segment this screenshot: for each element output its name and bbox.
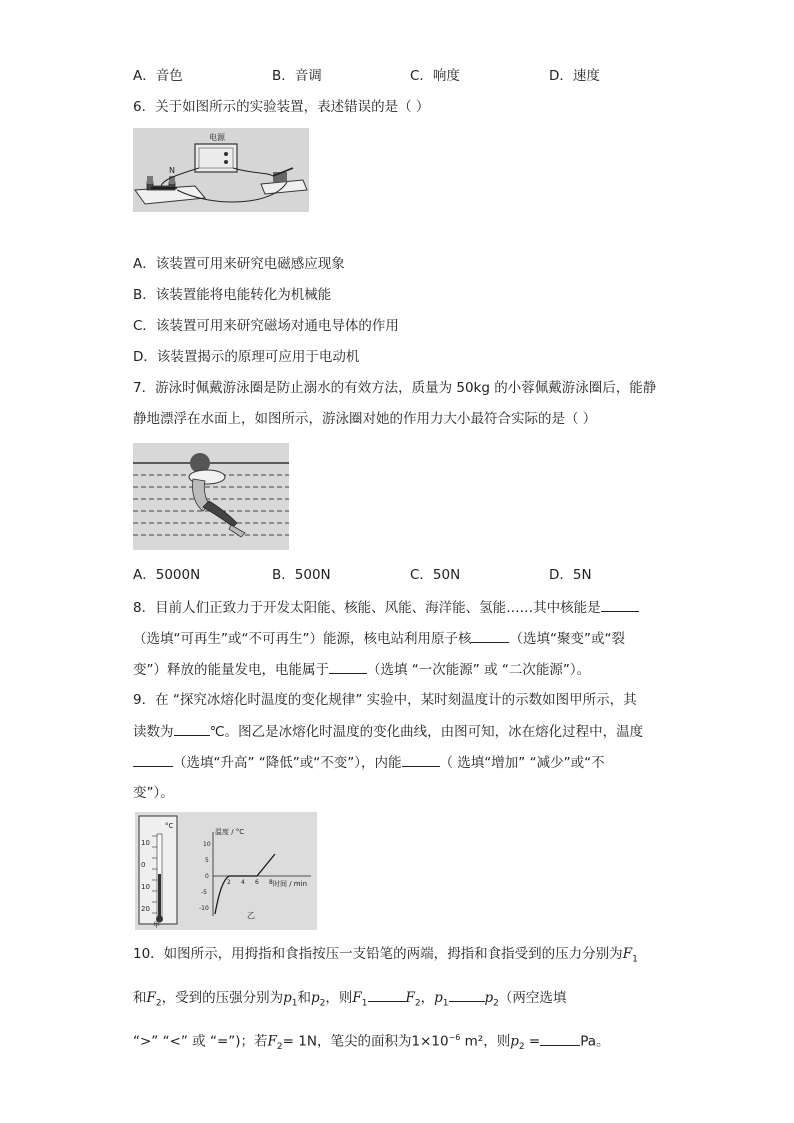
q5-option-a: A．音色: [133, 68, 183, 84]
q8-text: （选填 “一次能源” 或 “二次能源”）。: [367, 662, 591, 678]
q6-option-b: B．该装置能将电能转化为机械能: [133, 287, 332, 303]
q9-line2: [133, 721, 643, 742]
label-jia: 甲: [153, 921, 160, 929]
magnet-n-label: N: [169, 166, 175, 175]
q10-subscript: 2: [493, 998, 499, 1009]
q10-subscript: 1: [632, 954, 638, 965]
q10-subscript: 2: [155, 998, 162, 1009]
thermometer-tick: 20: [141, 905, 150, 913]
q10-symbol: p: [484, 990, 494, 1006]
q10-blank-3[interactable]: [540, 1031, 580, 1046]
q10-blank-2[interactable]: [449, 987, 485, 1002]
q10-text: 10．如图所示，用拇指和食指按压一支铅笔的两端，拇指和食指受到的压力分别为: [133, 946, 623, 962]
q10-blank-1[interactable]: [368, 987, 406, 1002]
graph-xtick: 8: [269, 879, 273, 886]
q9-blank-3[interactable]: [402, 752, 440, 767]
q7-figure-swimmer: [133, 443, 289, 550]
q10-text: Pa。: [580, 1033, 610, 1050]
q7-option-c: C．50N: [410, 567, 461, 583]
q9-text: 读数为: [133, 724, 174, 740]
q8-line2: [133, 628, 625, 649]
graph-xtick: 6: [255, 879, 259, 886]
q10-subscript: 1: [291, 998, 298, 1009]
q10-text: 和: [133, 990, 147, 1006]
q10-symbol: F: [267, 1033, 277, 1050]
q9-line4: 变”）。: [133, 785, 174, 801]
graph-ytick: -5: [201, 889, 207, 896]
q10-symbol: p: [510, 1033, 519, 1050]
graph-ytick: 0: [205, 873, 209, 880]
q9-text: （选填“升高” “降低”或“不变”），内能: [173, 755, 402, 771]
q9-figure-drawing: [135, 812, 317, 930]
thermometer-liquid: [158, 874, 161, 918]
q7-stem-line1: 7．游泳时佩戴游泳圈是防止溺水的有效方法，质量为 50kg 的小蓉佩戴游泳圈后，能静: [133, 380, 657, 396]
q10-text: ，: [420, 990, 435, 1006]
q8-blank-2[interactable]: [471, 628, 509, 643]
q10-text: =: [524, 1033, 541, 1050]
q8-text: （选填“聚变”或“裂: [509, 631, 625, 647]
q10-symbol: p: [434, 990, 443, 1006]
q10-symbol: F: [622, 946, 633, 962]
q5-option-c: C．响度: [410, 68, 460, 84]
q10-subscript: 2: [414, 998, 421, 1009]
q10-text: 1×10: [411, 1033, 449, 1050]
q9-blank-1[interactable]: [174, 721, 210, 736]
q6-figure-apparatus: [133, 128, 309, 212]
q5-option-d: D．速度: [549, 68, 600, 84]
q10-text: 和: [297, 990, 311, 1006]
graph-xlabel: 时间 / min: [273, 880, 308, 888]
q10-text: ，则: [325, 990, 353, 1006]
q8-line3: [133, 659, 590, 680]
thermometer-unit: °C: [165, 822, 174, 830]
q10-symbol: F: [146, 990, 156, 1006]
power-supply-label: 电源: [209, 133, 225, 142]
q9-line1: 9．在 “探究冰熔化时温度的变化规律” 实验中，某时刻温度计的示数如图甲所示，其: [133, 692, 637, 708]
label-yi: 乙: [247, 911, 255, 920]
q5-option-b: B．音调: [272, 68, 322, 84]
q7-option-a: A．5000N: [133, 567, 201, 583]
q10-subscript: 1: [361, 998, 368, 1009]
q10-text: = 1N，笔尖的面积为: [282, 1033, 412, 1050]
q10-symbol: F: [405, 990, 415, 1006]
q9-line3: [133, 752, 605, 773]
q7-option-b: B．500N: [272, 567, 331, 583]
thermometer-tick: 10: [141, 839, 150, 847]
q9-blank-2[interactable]: [133, 752, 173, 767]
swimmer-drawing: [133, 443, 289, 550]
q10-line2: [133, 987, 566, 1014]
q10-text: m²，则: [460, 1033, 511, 1050]
apparatus-drawing: [133, 128, 309, 212]
q8-blank-3[interactable]: [329, 659, 367, 674]
graph-ytick: 5: [205, 857, 209, 864]
q6-stem: 6．关于如图所示的实验装置，表述错误的是（ ）: [133, 99, 430, 115]
q10-subscript: 2: [518, 1042, 525, 1053]
q7-option-d: D．5N: [549, 567, 592, 583]
q10-subscript: 2: [276, 1042, 283, 1053]
q9-text: ℃。图乙是冰熔化时温度的变化曲线，由图可知，冰在熔化过程中，温度: [209, 724, 644, 740]
q6-option-c: C．该装置可用来研究磁场对通电导体的作用: [133, 318, 399, 334]
q10-symbol: p: [283, 990, 292, 1006]
q10-line3: [133, 1028, 610, 1057]
q9-text: （ 选填“增加” “减少”或“不: [439, 755, 605, 771]
thermometer-tick: 0: [141, 861, 146, 869]
graph-ytick: 10: [203, 841, 211, 848]
q8-text: 变”）释放的能量发电，电能属于: [133, 662, 329, 678]
q8-text: （选填“可再生”或“不可再生”）能源，核电站利用原子核: [133, 631, 472, 647]
q10-text: “>” “<” 或 “=”)；若: [133, 1033, 268, 1050]
q6-option-d: D．该装置揭示的原理可应用于电动机: [133, 349, 360, 365]
q10-text: ，受到的压强分别为: [161, 990, 284, 1006]
q9-figure: [135, 812, 317, 930]
q8-blank-1[interactable]: [601, 597, 639, 612]
graph-ylabel: 温度 / °C: [215, 828, 245, 836]
q10-symbol: F: [352, 990, 362, 1006]
q10-subscript: 2: [319, 998, 326, 1009]
graph-xtick: 2: [227, 879, 231, 886]
thermometer-tick: 10: [141, 883, 150, 891]
q10-symbol: p: [311, 990, 320, 1006]
q10-text: （两空选填: [498, 990, 567, 1006]
q7-stem-line2: 静地漂浮在水面上，如图所示，游泳圈对她的作用力大小最符合实际的是（ ）: [133, 411, 597, 427]
q8-text: 8．目前人们正致力于开发太阳能、核能、风能、海洋能、氢能……其中核能是: [133, 600, 601, 616]
q8-line1: [133, 597, 639, 618]
graph-xtick: 4: [241, 879, 245, 886]
q10-line1: [133, 944, 638, 970]
q10-subscript: 1: [442, 998, 449, 1009]
q10-exponent: −6: [448, 1033, 461, 1042]
graph-ytick: -10: [199, 905, 209, 912]
q6-option-a: A．该装置可用来研究电磁感应现象: [133, 256, 345, 272]
